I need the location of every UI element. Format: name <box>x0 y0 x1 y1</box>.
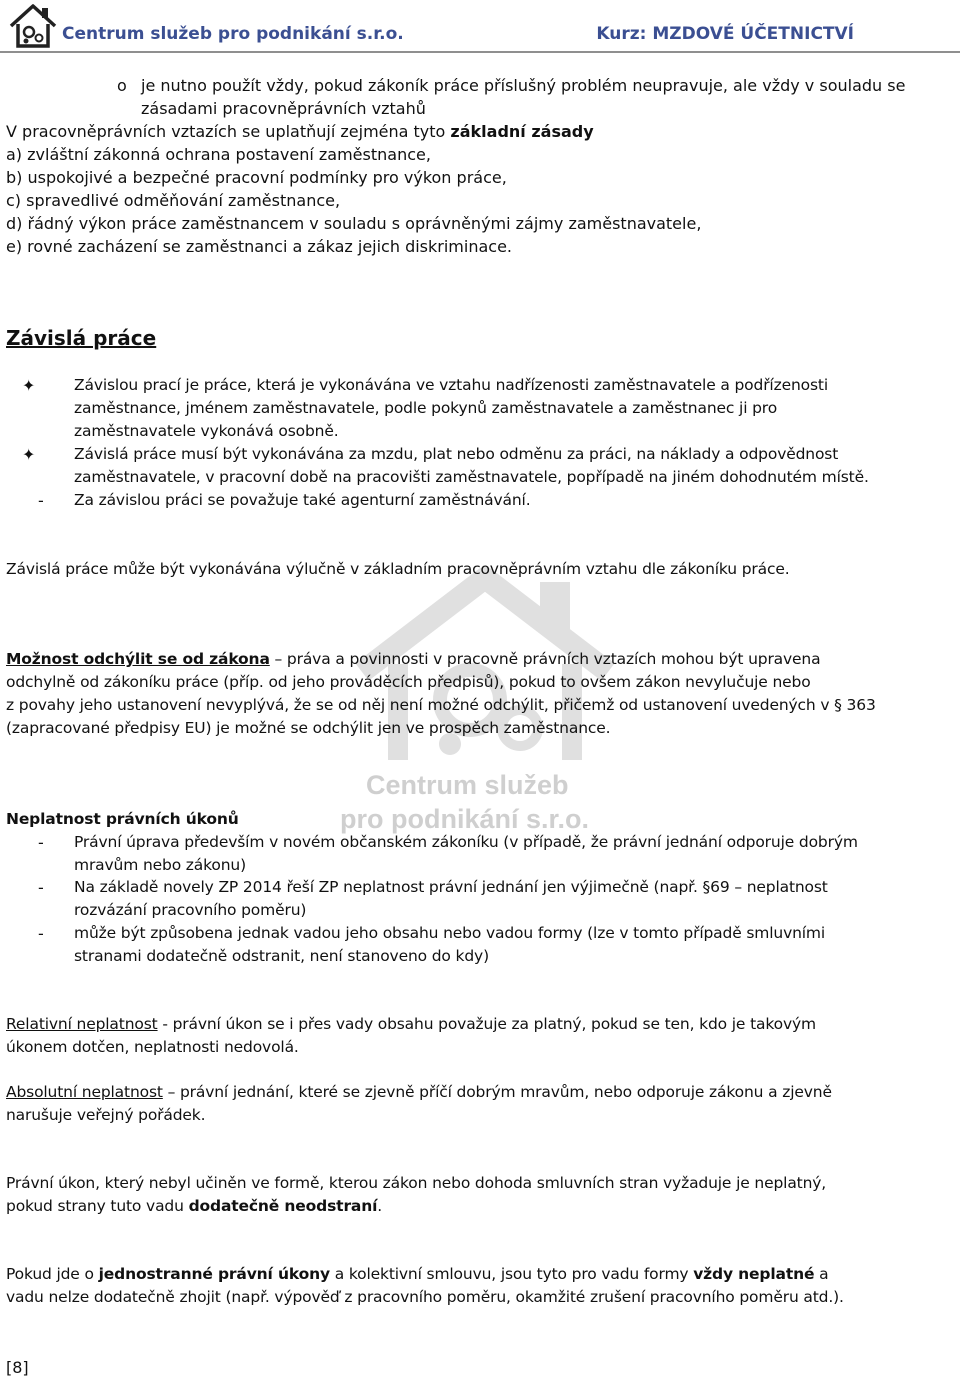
bold-span: dodatečně neodstraní <box>188 1197 378 1215</box>
principle-item: d) řádný výkon práce zaměstnancem v souladu s oprávněnými zájmy zaměstnavatele, <box>6 214 702 233</box>
principles-bold: základní zásady <box>450 122 594 141</box>
text-line: stranami dodatečně odstranit, není stanoveno do kdy) <box>74 947 489 965</box>
header-course-name: Kurz: MZDOVÉ ÚČETNICTVÍ <box>596 24 854 44</box>
bold-span: vždy neplatné <box>693 1265 815 1283</box>
text-line: rozvázání pracovního poměru) <box>74 901 307 919</box>
text-line: je nutno použít vždy, pokud zákoník práce příslušný problém neupravuje, ale vždy v souladu se <box>141 76 906 95</box>
text-line: zaměstnance, jménem zaměstnavatele, podle pokynů zaměstnavatele a zaměstnanec ji pro <box>74 399 778 417</box>
page-header <box>0 0 960 54</box>
house-logo-icon <box>8 2 58 50</box>
dash-bullet: - <box>38 878 44 897</box>
text-span: pokud strany tuto vadu <box>6 1197 189 1215</box>
text-line: (zapracované předpisy EU) je možné se odchýlit jen ve prospěch zaměstnance. <box>6 719 611 737</box>
bold-span: jednostranné právní úkony <box>98 1265 330 1283</box>
dash-bullet: - <box>38 833 44 852</box>
text-span: a kolektivní smlouvu, jsou tyto pro vadu formy <box>329 1265 694 1283</box>
term-absolute: Absolutní neplatnost <box>6 1083 163 1101</box>
text-line: odchylně od zákoníku práce (příp. od jeho prováděcích předpisů), pokud to ovšem zákon nevylučuje nebo <box>6 673 811 691</box>
text-span: – právní jednání, které se zjevně příčí dobrým mravům, nebo odporuje zákonu a zjevně <box>162 1083 832 1101</box>
text-line: Právní úkon, který nebyl učiněn ve formě, kterou zákon nebo dohoda smluvních stran vyžaduje je neplatný, <box>6 1174 827 1192</box>
text-line: úkonem dotčen, neplatnosti nedovolá. <box>6 1038 299 1056</box>
text-line: může být způsobena jednak vadou jeho obsahu nebo vadou formy (lze v tomto případě smluvními <box>74 924 826 942</box>
text-line: Závislá práce musí být vykonávána za mzdu, plat nebo odměnu za práci, na náklady a odpovědnost <box>74 445 839 463</box>
text-span: V pracovněprávních vztazích se uplatňují zejména tyto <box>6 122 451 141</box>
text-line: mravům nebo zákonu) <box>74 856 246 874</box>
text-span: Pokud jde o <box>6 1265 99 1283</box>
principle-item: c) spravedlivé odměňování zaměstnance, <box>6 191 341 210</box>
unilateral-line <box>6 1263 829 1286</box>
text-span: . <box>377 1197 383 1215</box>
absolute-line <box>6 1081 832 1104</box>
star-bullet-icon: ✦ <box>22 376 36 395</box>
watermark-line-1: Centrum služeb <box>366 770 569 800</box>
text-line: Za závislou práci se považuje také agenturní zaměstnávání. <box>74 491 531 509</box>
term-deviation: Možnost odchýlit se od zákona <box>6 650 270 668</box>
text-span: – práva a povinnosti v pracovně právních vztazích mohou být upravena <box>269 650 821 668</box>
text-line: Závislou prací je práce, která je vykonávána ve vztahu nadřízenosti zaměstnavatele a podřízenosti <box>74 376 828 394</box>
principle-item: e) rovné zacházení se zaměstnanci a zákaz jejich diskriminace. <box>6 237 513 256</box>
principle-item: a) zvláštní zákonná ochrana postavení zaměstnance, <box>6 145 431 164</box>
text-line: zásadami pracovněprávních vztahů <box>141 99 426 118</box>
relative-line <box>6 1013 816 1036</box>
text-span: - právní úkon se i přes vady obsahu považuje za platný, pokud se ten, kdo je takovým <box>157 1015 816 1033</box>
text-line: z povahy jeho ustanovení nevyplývá, že se od něj není možné odchýlit, přičemž od ustanovení uvedených v § 363 <box>6 696 876 714</box>
header-company-name: Centrum služeb pro podnikání s.r.o. <box>62 24 404 44</box>
page-number: [8] <box>6 1358 29 1377</box>
section-heading-invalidity: Neplatnost právních úkonů <box>6 810 239 828</box>
dash-bullet: - <box>38 491 44 510</box>
term-relative: Relativní neplatnost <box>6 1015 158 1033</box>
deviation-line <box>6 648 820 671</box>
text-line: Právní úprava především v novém občanském zákoníku (v případě, že právní jednání odporuje dobrým <box>74 833 858 851</box>
bullet-marker: o <box>117 76 127 95</box>
text-line: zaměstnavatele vykonává osobně. <box>74 422 339 440</box>
principles-line <box>6 120 594 143</box>
section-heading-dependent-work: Závislá práce <box>6 326 157 350</box>
header-divider <box>0 51 960 53</box>
dash-bullet: - <box>38 924 44 943</box>
star-bullet-icon: ✦ <box>22 445 36 464</box>
text-line: vadu nelze dodatečně zhojit (např. výpověď z pracovního poměru, okamžité zrušení pracovního poměru atd.). <box>6 1288 844 1306</box>
text-line: zaměstnavatele, v pracovní době na pracovišti zaměstnavatele, popřípadě na jiném dohodnutém místě. <box>74 468 869 486</box>
principle-item: b) uspokojivé a bezpečné pracovní podmínky pro výkon práce, <box>6 168 507 187</box>
form-line <box>6 1195 382 1218</box>
watermark-line-2: pro podnikání s.r.o. <box>340 804 590 834</box>
text-span: a <box>814 1265 829 1283</box>
text-line: narušuje veřejný pořádek. <box>6 1106 206 1124</box>
paragraph: Závislá práce může být vykonávána výlučně v základním pracovněprávním vztahu dle zákoníku práce. <box>6 560 790 578</box>
text-line: Na základě novely ZP 2014 řeší ZP neplatnost právní jednání jen výjimečně (např. §69 – neplatnost <box>74 878 828 896</box>
